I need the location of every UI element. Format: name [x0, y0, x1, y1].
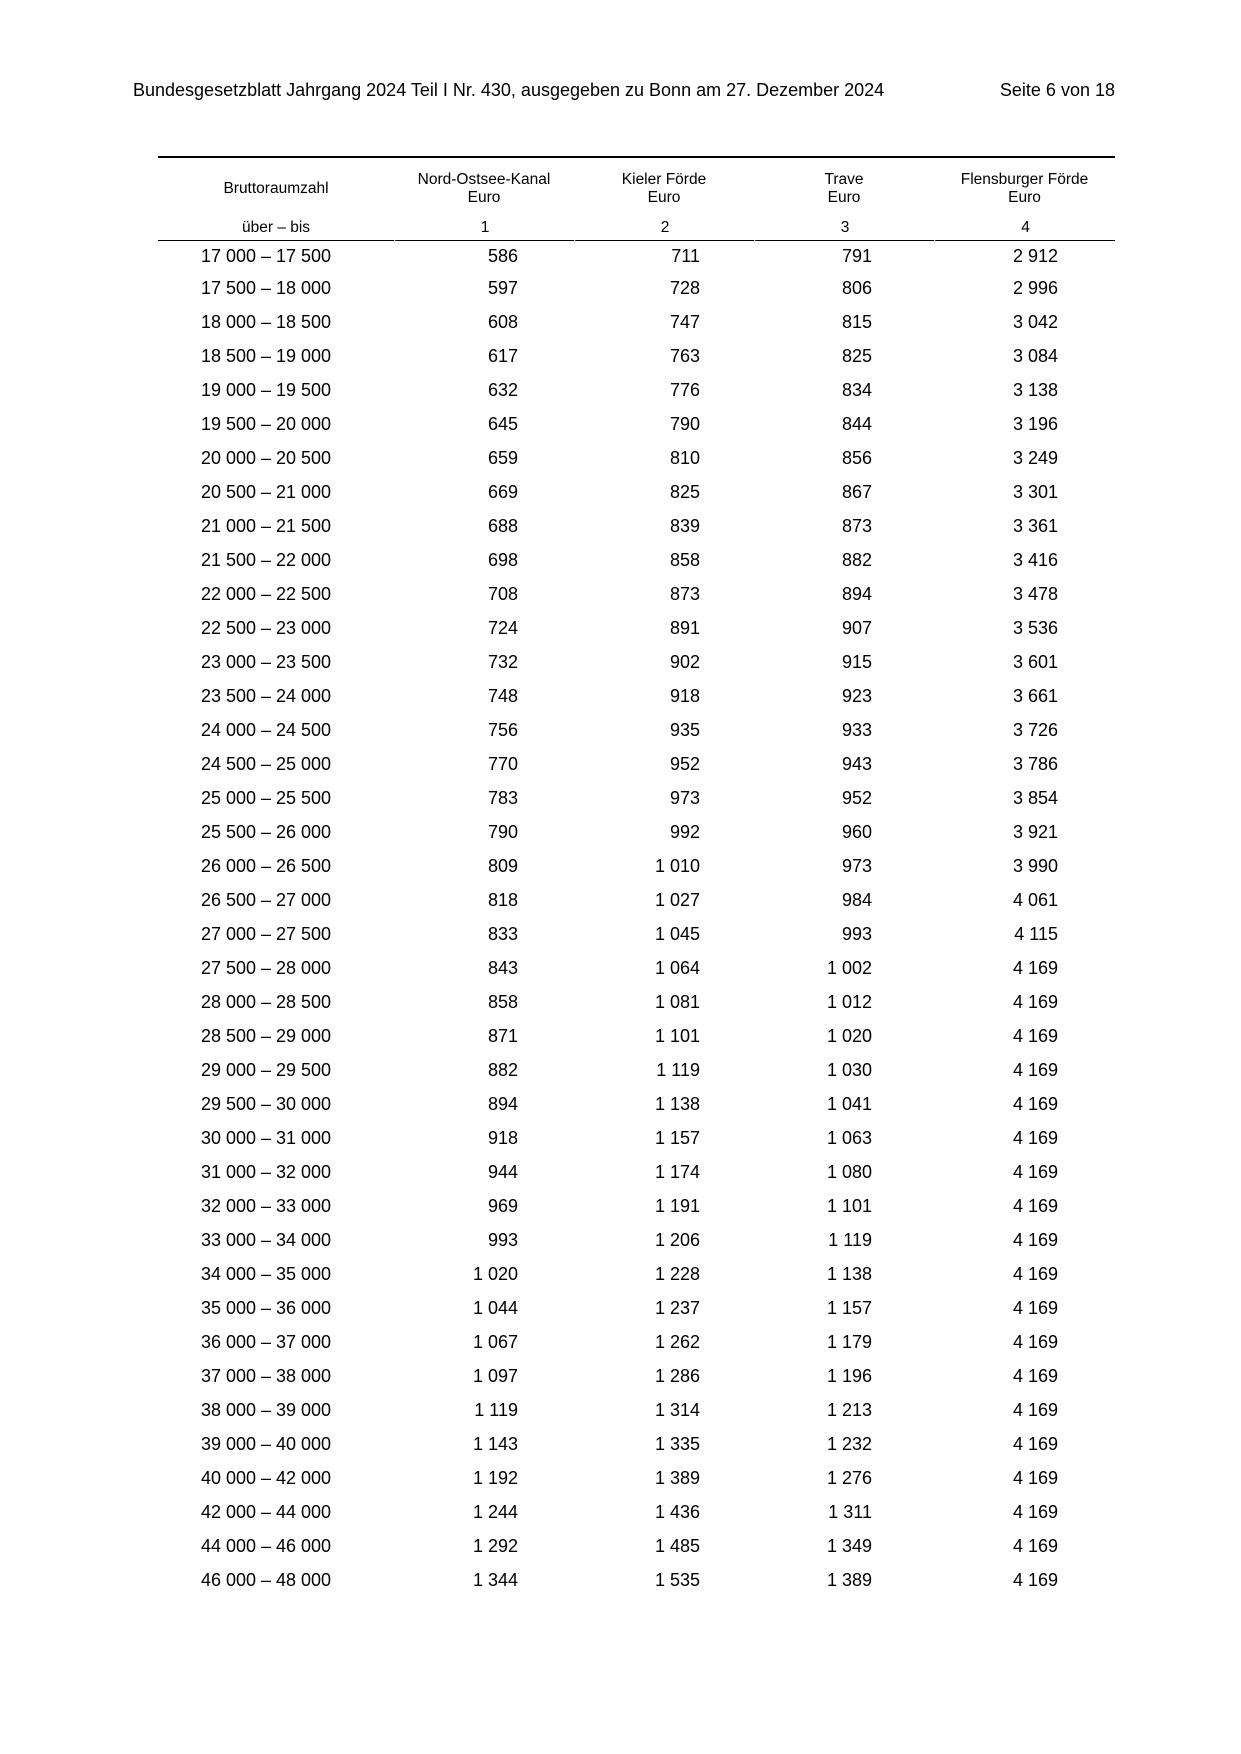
tonnage-range-cell: 26 500 – 27 000: [200, 890, 332, 910]
kieler-foerde-fee-cell: 1 228: [654, 1264, 700, 1284]
trave-fee-cell: 815: [841, 312, 872, 332]
kieler-foerde-fee-cell: 1 535: [654, 1570, 700, 1590]
nord-ostsee-kanal-fee-cell: 969: [487, 1196, 518, 1216]
tonnage-range-cell: 29 500 – 30 000: [200, 1094, 332, 1114]
trave-fee-cell: 1 349: [826, 1536, 872, 1556]
table-row: [158, 339, 1115, 373]
tonnage-range-cell: 28 500 – 29 000: [200, 1026, 332, 1046]
flensburger-foerde-fee-cell: 3 301: [1012, 482, 1058, 502]
trave-fee-cell: 1 063: [826, 1128, 872, 1148]
flensburger-foerde-fee-cell: 4 169: [1012, 1162, 1058, 1182]
table-row: [158, 917, 1115, 951]
tonnage-range-cell: 39 000 – 40 000: [200, 1434, 332, 1454]
kieler-foerde-fee-cell: 1 045: [654, 924, 700, 944]
flensburger-foerde-fee-cell: 3 990: [1012, 856, 1058, 876]
table-row: [158, 1155, 1115, 1189]
tonnage-range-cell: 32 000 – 33 000: [200, 1196, 332, 1216]
trave-fee-cell: 825: [841, 346, 872, 366]
table-row: [158, 475, 1115, 509]
table-row: [158, 1461, 1115, 1495]
trave-fee-cell: 943: [841, 754, 872, 774]
trave-fee-cell: 1 196: [826, 1366, 872, 1386]
kieler-foerde-fee-cell: 790: [669, 414, 700, 434]
table-row: [158, 543, 1115, 577]
flensburger-foerde-fee-cell: 3 536: [1012, 618, 1058, 638]
table-row: [158, 849, 1115, 883]
table-row: [158, 713, 1115, 747]
column-header-nord-ostsee-kanal: [394, 156, 574, 216]
table-row: [158, 1087, 1115, 1121]
column-number: 4: [934, 216, 1115, 241]
nord-ostsee-kanal-fee-cell: 688: [487, 516, 518, 536]
column-number: 2: [574, 216, 754, 241]
kieler-foerde-fee-cell: 1 064: [654, 958, 700, 978]
trave-fee-cell: 1 012: [826, 992, 872, 1012]
kieler-foerde-fee-cell: 1 335: [654, 1434, 700, 1454]
tonnage-range-cell: 34 000 – 35 000: [200, 1264, 332, 1284]
fee-table-body: [158, 241, 1115, 1597]
nord-ostsee-kanal-fee-cell: 818: [487, 890, 518, 910]
flensburger-foerde-fee-cell: 4 169: [1012, 992, 1058, 1012]
trave-fee-cell: 1 080: [826, 1162, 872, 1182]
nord-ostsee-kanal-fee-cell: 659: [487, 448, 518, 468]
table-row: [158, 577, 1115, 611]
table-row: [158, 1495, 1115, 1529]
tonnage-range-cell: 18 500 – 19 000: [200, 346, 332, 366]
flensburger-foerde-fee-cell: 4 169: [1012, 1094, 1058, 1114]
kieler-foerde-fee-cell: 891: [669, 618, 700, 638]
kieler-foerde-fee-cell: 1 010: [654, 856, 700, 876]
kieler-foerde-fee-cell: 728: [669, 278, 700, 298]
table-row: [158, 271, 1115, 305]
kieler-foerde-fee-cell: 1 157: [654, 1128, 700, 1148]
flensburger-foerde-fee-cell: 4 169: [1012, 1536, 1058, 1556]
tonnage-range-cell: 17 500 – 18 000: [200, 278, 332, 298]
flensburger-foerde-fee-cell: 4 169: [1012, 1332, 1058, 1352]
table-row: [158, 407, 1115, 441]
flensburger-foerde-fee-cell: 4 169: [1012, 1264, 1058, 1284]
kieler-foerde-fee-cell: 747: [669, 312, 700, 332]
tonnage-range-cell: 27 000 – 27 500: [200, 924, 332, 944]
kieler-foerde-fee-cell: 810: [669, 448, 700, 468]
table-row: [158, 679, 1115, 713]
tonnage-range-cell: 21 000 – 21 500: [200, 516, 332, 536]
flensburger-foerde-fee-cell: 3 786: [1012, 754, 1058, 774]
table-row: [158, 1257, 1115, 1291]
trave-fee-cell: 1 030: [826, 1060, 872, 1080]
trave-fee-cell: 1 101: [826, 1196, 872, 1216]
nord-ostsee-kanal-fee-cell: 1 344: [472, 1570, 518, 1590]
table-row: [158, 1189, 1115, 1223]
flensburger-foerde-fee-cell: 4 169: [1012, 1502, 1058, 1522]
table-row: [158, 781, 1115, 815]
kieler-foerde-fee-cell: 1 027: [654, 890, 700, 910]
kieler-foerde-fee-cell: 1 262: [654, 1332, 700, 1352]
flensburger-foerde-fee-cell: 3 361: [1012, 516, 1058, 536]
trave-fee-cell: 873: [841, 516, 872, 536]
column-header-tonnage: [158, 156, 394, 216]
tonnage-range-cell: 19 500 – 20 000: [200, 414, 332, 434]
table-row: [158, 1427, 1115, 1461]
tonnage-range-cell: 42 000 – 44 000: [200, 1502, 332, 1522]
trave-fee-cell: 1 276: [826, 1468, 872, 1488]
table-row: [158, 1291, 1115, 1325]
trave-fee-cell: 856: [841, 448, 872, 468]
nord-ostsee-kanal-fee-cell: 871: [487, 1026, 518, 1046]
nord-ostsee-kanal-fee-cell: 993: [487, 1230, 518, 1250]
tonnage-range-cell: 18 000 – 18 500: [200, 312, 332, 332]
fee-table: [158, 156, 1115, 1597]
table-row: [158, 241, 1115, 271]
trave-fee-cell: 1 232: [826, 1434, 872, 1454]
nord-ostsee-kanal-fee-cell: 1 143: [472, 1434, 518, 1454]
trave-fee-cell: 1 041: [826, 1094, 872, 1114]
trave-fee-cell: 923: [841, 686, 872, 706]
nord-ostsee-kanal-fee-cell: 833: [487, 924, 518, 944]
kieler-foerde-fee-cell: 1 138: [654, 1094, 700, 1114]
nord-ostsee-kanal-fee-cell: 944: [487, 1162, 518, 1182]
page-number: Seite 6 von 18: [999, 80, 1115, 100]
column-number-row: [158, 216, 1115, 241]
nord-ostsee-kanal-fee-cell: 918: [487, 1128, 518, 1148]
trave-fee-cell: 933: [841, 720, 872, 740]
nord-ostsee-kanal-fee-cell: 608: [487, 312, 518, 332]
flensburger-foerde-fee-cell: 3 921: [1012, 822, 1058, 842]
trave-fee-cell: 806: [841, 278, 872, 298]
kieler-foerde-fee-cell: 1 485: [654, 1536, 700, 1556]
nord-ostsee-kanal-fee-cell: 843: [487, 958, 518, 978]
trave-fee-cell: 1 002: [826, 958, 872, 978]
column-name: Kieler Förde: [621, 171, 707, 188]
trave-fee-cell: 844: [841, 414, 872, 434]
flensburger-foerde-fee-cell: 3 726: [1012, 720, 1058, 740]
tonnage-range-cell: 26 000 – 26 500: [200, 856, 332, 876]
nord-ostsee-kanal-fee-cell: 732: [487, 652, 518, 672]
nord-ostsee-kanal-fee-cell: 645: [487, 414, 518, 434]
tonnage-range-cell: 22 500 – 23 000: [200, 618, 332, 638]
column-number: 1: [394, 216, 574, 241]
table-row: [158, 747, 1115, 781]
trave-fee-cell: 1 389: [826, 1570, 872, 1590]
kieler-foerde-fee-cell: 839: [669, 516, 700, 536]
nord-ostsee-kanal-fee-cell: 1 192: [472, 1468, 518, 1488]
flensburger-foerde-fee-cell: 3 196: [1012, 414, 1058, 434]
tonnage-range-cell: 29 000 – 29 500: [200, 1060, 332, 1080]
tonnage-range-cell: 23 500 – 24 000: [200, 686, 332, 706]
trave-fee-cell: 1 157: [826, 1298, 872, 1318]
kieler-foerde-fee-cell: 1 286: [654, 1366, 700, 1386]
trave-fee-cell: 894: [841, 584, 872, 604]
tonnage-range-cell: 44 000 – 46 000: [200, 1536, 332, 1556]
flensburger-foerde-fee-cell: 3 042: [1012, 312, 1058, 332]
trave-fee-cell: 1 119: [828, 1230, 872, 1250]
trave-fee-cell: 973: [841, 856, 872, 876]
table-row: [158, 815, 1115, 849]
flensburger-foerde-fee-cell: 3 249: [1012, 448, 1058, 468]
table-row: [158, 509, 1115, 543]
tonnage-range-cell: 20 000 – 20 500: [200, 448, 332, 468]
nord-ostsee-kanal-fee-cell: 756: [487, 720, 518, 740]
tonnage-range-cell: 19 000 – 19 500: [200, 380, 332, 400]
kieler-foerde-fee-cell: 858: [669, 550, 700, 570]
column-header-flensburger-foerde: [934, 156, 1115, 216]
nord-ostsee-kanal-fee-cell: 1 097: [472, 1366, 518, 1386]
flensburger-foerde-fee-cell: 4 115: [1014, 924, 1058, 944]
publication-line: Bundesgesetzblatt Jahrgang 2024 Teil I Nr. 430, ausgegeben zu Bonn am 27. Dezember 2024: [133, 80, 885, 100]
flensburger-foerde-fee-cell: 3 601: [1012, 652, 1058, 672]
kieler-foerde-fee-cell: 973: [669, 788, 700, 808]
nord-ostsee-kanal-fee-cell: 790: [487, 822, 518, 842]
trave-fee-cell: 1 213: [826, 1400, 872, 1420]
flensburger-foerde-fee-cell: 3 084: [1012, 346, 1058, 366]
kieler-foerde-fee-cell: 1 436: [654, 1502, 700, 1522]
flensburger-foerde-fee-cell: 4 169: [1012, 1400, 1058, 1420]
nord-ostsee-kanal-fee-cell: 597: [487, 278, 518, 298]
flensburger-foerde-fee-cell: 4 169: [1012, 1196, 1058, 1216]
fee-table-header: [158, 156, 1115, 241]
table-row: [158, 985, 1115, 1019]
table-row: [158, 1019, 1115, 1053]
nord-ostsee-kanal-fee-cell: 894: [487, 1094, 518, 1114]
column-unit: Euro: [647, 189, 681, 206]
kieler-foerde-fee-cell: 1 389: [654, 1468, 700, 1488]
kieler-foerde-fee-cell: 1 081: [654, 992, 700, 1012]
tonnage-range-cell: 21 500 – 22 000: [200, 550, 332, 570]
table-row: [158, 373, 1115, 407]
flensburger-foerde-fee-cell: 4 169: [1012, 1468, 1058, 1488]
tonnage-range-cell: 33 000 – 34 000: [200, 1230, 332, 1250]
tonnage-range-cell: 38 000 – 39 000: [200, 1400, 332, 1420]
tonnage-range-cell: 22 000 – 22 500: [200, 584, 332, 604]
nord-ostsee-kanal-fee-cell: 669: [487, 482, 518, 502]
column-header-kieler-foerde: [574, 156, 754, 216]
column-number-tonnage: über – bis: [158, 216, 394, 241]
kieler-foerde-fee-cell: 825: [669, 482, 700, 502]
table-row: [158, 1393, 1115, 1427]
table-row: [158, 1121, 1115, 1155]
trave-fee-cell: 791: [841, 246, 872, 266]
trave-fee-cell: 882: [841, 550, 872, 570]
tonnage-range-cell: 30 000 – 31 000: [200, 1128, 332, 1148]
tonnage-range-cell: 24 500 – 25 000: [200, 754, 332, 774]
tonnage-range-cell: 20 500 – 21 000: [200, 482, 332, 502]
table-row: [158, 611, 1115, 645]
tonnage-range-cell: 17 000 – 17 500: [200, 246, 332, 266]
nord-ostsee-kanal-fee-cell: 1 119: [474, 1400, 518, 1420]
trave-fee-cell: 1 311: [828, 1502, 872, 1522]
table-row: [158, 1325, 1115, 1359]
table-row: [158, 951, 1115, 985]
flensburger-foerde-fee-cell: 4 169: [1012, 1366, 1058, 1386]
nord-ostsee-kanal-fee-cell: 708: [487, 584, 518, 604]
table-row: [158, 1529, 1115, 1563]
trave-fee-cell: 993: [841, 924, 872, 944]
kieler-foerde-fee-cell: 1 206: [654, 1230, 700, 1250]
flensburger-foerde-fee-cell: 4 169: [1012, 1230, 1058, 1250]
kieler-foerde-fee-cell: 873: [669, 584, 700, 604]
flensburger-foerde-fee-cell: 3 416: [1012, 550, 1058, 570]
nord-ostsee-kanal-fee-cell: 783: [487, 788, 518, 808]
table-row: [158, 1563, 1115, 1597]
trave-fee-cell: 907: [841, 618, 872, 638]
nord-ostsee-kanal-fee-cell: 1 044: [472, 1298, 518, 1318]
flensburger-foerde-fee-cell: 4 169: [1012, 1570, 1058, 1590]
nord-ostsee-kanal-fee-cell: 1 020: [472, 1264, 518, 1284]
nord-ostsee-kanal-fee-cell: 632: [487, 380, 518, 400]
tonnage-range-cell: 28 000 – 28 500: [200, 992, 332, 1012]
kieler-foerde-fee-cell: 763: [669, 346, 700, 366]
nord-ostsee-kanal-fee-cell: 1 067: [472, 1332, 518, 1352]
trave-fee-cell: 952: [841, 788, 872, 808]
column-name: Nord-Ostsee-Kanal: [417, 171, 551, 188]
nord-ostsee-kanal-fee-cell: 1 244: [472, 1502, 518, 1522]
kieler-foerde-fee-cell: 776: [669, 380, 700, 400]
column-name: Flensburger Förde: [960, 171, 1089, 188]
kieler-foerde-fee-cell: 1 119: [656, 1060, 700, 1080]
trave-fee-cell: 915: [841, 652, 872, 672]
kieler-foerde-fee-cell: 952: [669, 754, 700, 774]
column-unit: Euro: [467, 189, 501, 206]
flensburger-foerde-fee-cell: 3 661: [1012, 686, 1058, 706]
nord-ostsee-kanal-fee-cell: 1 292: [472, 1536, 518, 1556]
table-row: [158, 441, 1115, 475]
flensburger-foerde-fee-cell: 3 138: [1012, 380, 1058, 400]
tonnage-range-cell: 24 000 – 24 500: [200, 720, 332, 740]
column-name: Bruttoraumzahl: [223, 180, 329, 197]
flensburger-foerde-fee-cell: 3 854: [1012, 788, 1058, 808]
tonnage-range-cell: 31 000 – 32 000: [200, 1162, 332, 1182]
tonnage-range-cell: 35 000 – 36 000: [200, 1298, 332, 1318]
tonnage-range-cell: 36 000 – 37 000: [200, 1332, 332, 1352]
kieler-foerde-fee-cell: 1 191: [654, 1196, 700, 1216]
table-row: [158, 1359, 1115, 1393]
tonnage-range-cell: 37 000 – 38 000: [200, 1366, 332, 1386]
nord-ostsee-kanal-fee-cell: 748: [487, 686, 518, 706]
kieler-foerde-fee-cell: 935: [669, 720, 700, 740]
flensburger-foerde-fee-cell: 4 061: [1012, 890, 1058, 910]
nord-ostsee-kanal-fee-cell: 617: [487, 346, 518, 366]
tonnage-range-cell: 46 000 – 48 000: [200, 1570, 332, 1590]
trave-fee-cell: 1 179: [826, 1332, 872, 1352]
tonnage-range-cell: 23 000 – 23 500: [200, 652, 332, 672]
trave-fee-cell: 834: [841, 380, 872, 400]
flensburger-foerde-fee-cell: 2 996: [1012, 278, 1058, 298]
nord-ostsee-kanal-fee-cell: 586: [487, 246, 518, 266]
flensburger-foerde-fee-cell: 4 169: [1012, 1026, 1058, 1046]
nord-ostsee-kanal-fee-cell: 724: [487, 618, 518, 638]
trave-fee-cell: 1 138: [826, 1264, 872, 1284]
table-row: [158, 1223, 1115, 1257]
flensburger-foerde-fee-cell: 4 169: [1012, 1060, 1058, 1080]
kieler-foerde-fee-cell: 1 101: [654, 1026, 700, 1046]
flensburger-foerde-fee-cell: 4 169: [1012, 958, 1058, 978]
kieler-foerde-fee-cell: 1 237: [654, 1298, 700, 1318]
kieler-foerde-fee-cell: 1 314: [654, 1400, 700, 1420]
tonnage-range-cell: 25 000 – 25 500: [200, 788, 332, 808]
tonnage-range-cell: 25 500 – 26 000: [200, 822, 332, 842]
kieler-foerde-fee-cell: 918: [669, 686, 700, 706]
column-number: 3: [754, 216, 934, 241]
table-row: [158, 645, 1115, 679]
running-header: [133, 80, 1115, 104]
kieler-foerde-fee-cell: 711: [671, 246, 700, 266]
column-header-trave: [754, 156, 934, 216]
tonnage-range-cell: 27 500 – 28 000: [200, 958, 332, 978]
column-name-row: [158, 156, 1115, 216]
flensburger-foerde-fee-cell: 2 912: [1012, 246, 1058, 266]
kieler-foerde-fee-cell: 992: [669, 822, 700, 842]
kieler-foerde-fee-cell: 1 174: [654, 1162, 700, 1182]
flensburger-foerde-fee-cell: 4 169: [1012, 1128, 1058, 1148]
flensburger-foerde-fee-cell: 3 478: [1012, 584, 1058, 604]
flensburger-foerde-fee-cell: 4 169: [1012, 1434, 1058, 1454]
table-row: [158, 305, 1115, 339]
column-unit: Euro: [1008, 189, 1041, 206]
table-row: [158, 1053, 1115, 1087]
column-unit: Euro: [827, 189, 861, 206]
kieler-foerde-fee-cell: 902: [669, 652, 700, 672]
nord-ostsee-kanal-fee-cell: 809: [487, 856, 518, 876]
flensburger-foerde-fee-cell: 4 169: [1012, 1298, 1058, 1318]
column-name: Trave: [824, 171, 864, 188]
tonnage-range-cell: 40 000 – 42 000: [200, 1468, 332, 1488]
trave-fee-cell: 1 020: [826, 1026, 872, 1046]
trave-fee-cell: 960: [841, 822, 872, 842]
nord-ostsee-kanal-fee-cell: 858: [487, 992, 518, 1012]
nord-ostsee-kanal-fee-cell: 770: [487, 754, 518, 774]
table-row: [158, 883, 1115, 917]
trave-fee-cell: 984: [841, 890, 872, 910]
nord-ostsee-kanal-fee-cell: 698: [487, 550, 518, 570]
trave-fee-cell: 867: [841, 482, 872, 502]
nord-ostsee-kanal-fee-cell: 882: [487, 1060, 518, 1080]
